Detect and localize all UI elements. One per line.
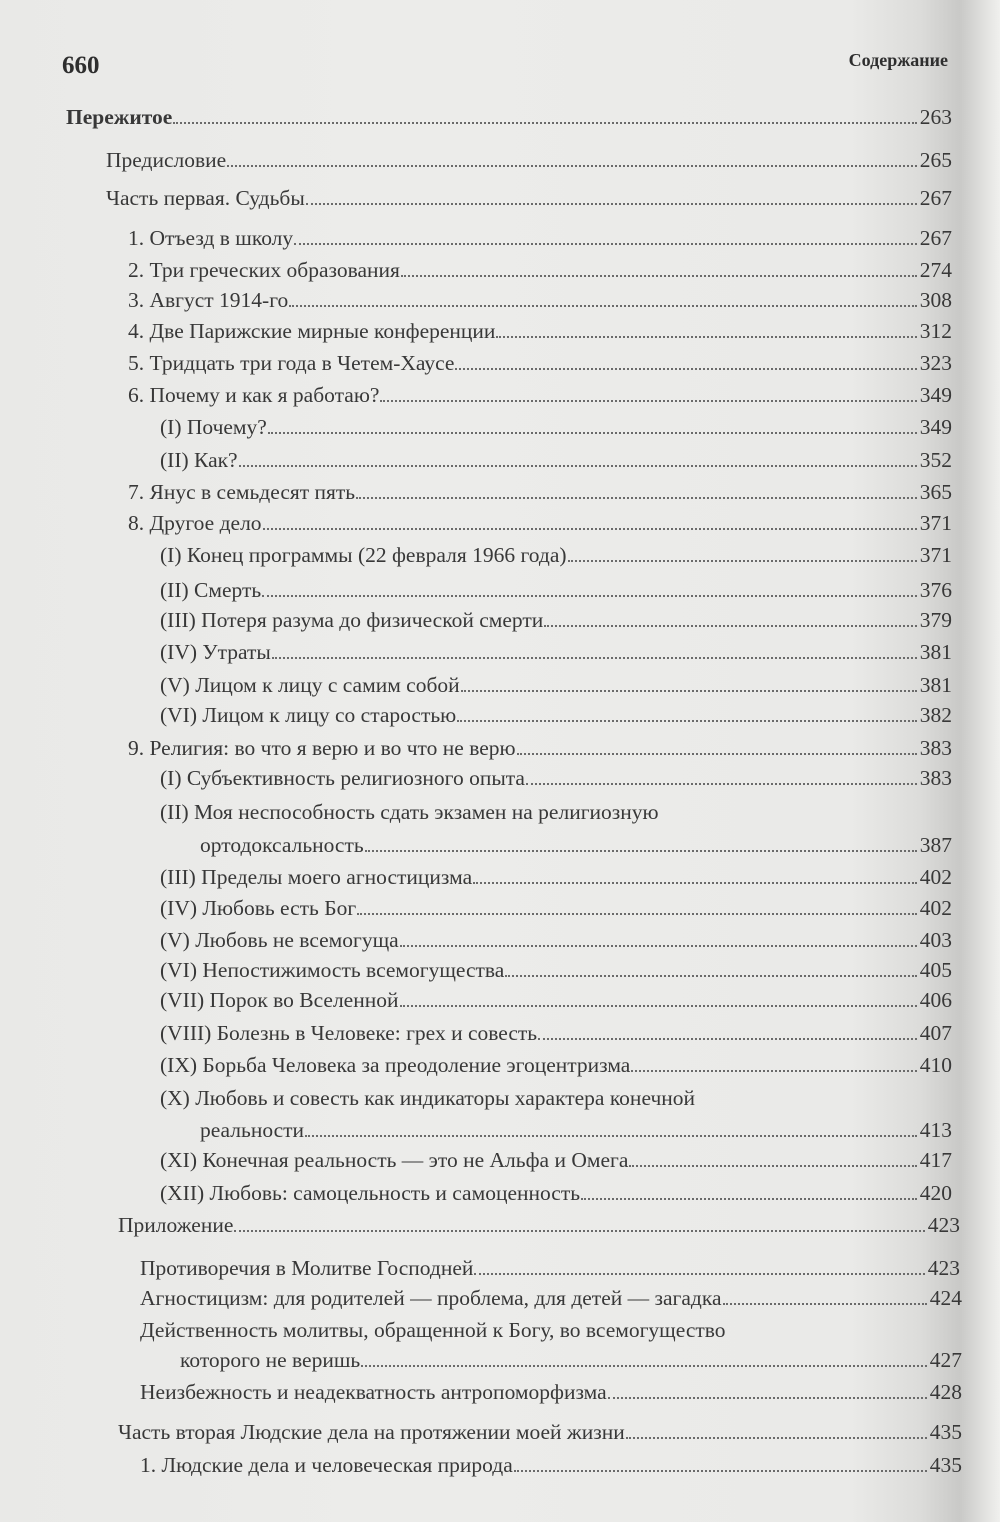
- toc-entry-page: 387: [919, 833, 952, 857]
- toc-entry-title: (II) Смерть: [160, 578, 262, 602]
- dot-leader: [306, 203, 917, 205]
- toc-entry-title: (IV) Утраты: [160, 640, 271, 664]
- toc-entry-title: (IX) Борьба Человека за преодоление эгоцентризма: [160, 1053, 631, 1077]
- toc-entry[interactable]: [128, 382, 952, 408]
- toc-entry-title: 4. Две Парижские мирные конференции: [128, 319, 496, 343]
- toc-entry-page: 274: [919, 258, 952, 282]
- dot-leader: [457, 720, 917, 722]
- toc-entry-page: 410: [919, 1053, 952, 1077]
- toc-entry[interactable]: [160, 987, 952, 1013]
- toc-entry[interactable]: [128, 287, 952, 313]
- toc-entry[interactable]: [160, 542, 952, 568]
- toc-entry-page: 407: [919, 1021, 952, 1045]
- toc-entry-title: Пережитое: [66, 105, 173, 129]
- toc-entry-page: 383: [919, 736, 952, 760]
- toc-entry[interactable]: [128, 257, 952, 283]
- dot-leader: [263, 528, 917, 530]
- toc-entry-page: 365: [919, 480, 952, 504]
- toc-entry-title: 2. Три греческих образования: [128, 258, 400, 282]
- toc-entry-title: (I) Конец программы (22 февраля 1966 года): [160, 543, 567, 567]
- toc-entry-title: (III) Потеря разума до физической смерти: [160, 608, 544, 632]
- toc-entry-page: 267: [919, 226, 952, 250]
- toc-entry-page: 413: [919, 1118, 952, 1142]
- toc-entry-page: 349: [919, 415, 952, 439]
- toc-entry-title: (I) Почему?: [160, 415, 267, 439]
- toc-entry[interactable]: [128, 510, 952, 536]
- toc-entry[interactable]: [160, 957, 952, 983]
- toc-entry-title: (XI) Конечная реальность — это не Альфа и Омега: [160, 1148, 629, 1172]
- dot-leader: [234, 1230, 925, 1232]
- dot-leader: [631, 1070, 917, 1072]
- toc-entry[interactable]: [160, 577, 952, 603]
- toc-entry-page: 423: [927, 1256, 960, 1280]
- toc-entry-page: 420: [919, 1181, 952, 1205]
- toc-entry-title-line1[interactable]: (X) Любовь и совесть как индикаторы характера конечной: [160, 1086, 696, 1110]
- toc-entry-page: 371: [919, 543, 952, 567]
- toc-entry[interactable]: [200, 1117, 952, 1143]
- toc-entry-page: 427: [929, 1348, 962, 1372]
- dot-leader: [365, 850, 917, 852]
- toc-entry-page: 349: [919, 383, 952, 407]
- toc-entry[interactable]: [160, 607, 952, 633]
- dot-leader: [173, 122, 917, 124]
- toc-entry[interactable]: [160, 765, 952, 791]
- toc-entry[interactable]: [160, 672, 952, 698]
- dot-leader: [400, 1005, 918, 1007]
- dot-leader: [568, 560, 917, 562]
- dot-leader: [461, 690, 917, 692]
- toc-entry-title: (XII) Любовь: самоцельность и самоценность: [160, 1181, 581, 1205]
- toc-entry[interactable]: [140, 1285, 962, 1311]
- toc-entry-page: 308: [919, 288, 952, 312]
- toc-entry-title: (II) Как?: [160, 448, 238, 472]
- dot-leader: [294, 243, 917, 245]
- toc-entry-page: 435: [929, 1420, 962, 1444]
- toc-entry-title: Агностицизм: для родителей — проблема, для детей — загадка: [140, 1286, 722, 1310]
- toc-entry[interactable]: [160, 1020, 952, 1046]
- toc-entry[interactable]: [160, 927, 952, 953]
- toc-entry[interactable]: [200, 832, 952, 858]
- dot-leader: [608, 1397, 927, 1399]
- toc-entry[interactable]: [128, 350, 952, 376]
- toc-entry[interactable]: [66, 104, 952, 130]
- toc-entry[interactable]: [160, 447, 952, 473]
- toc-entry-title: 5. Тридцать три года в Четем-Хаусе: [128, 351, 455, 375]
- toc-entry-page: 405: [919, 958, 952, 982]
- toc-entry-page: 428: [929, 1380, 962, 1404]
- dot-leader: [505, 975, 917, 977]
- toc-entry-title: (V) Лицом к лицу с самим собой: [160, 673, 460, 697]
- toc-entry[interactable]: [160, 702, 952, 728]
- toc-entry[interactable]: [118, 1419, 962, 1445]
- toc-entry-title: Неизбежность и неадекватность антропоморфизма: [140, 1380, 607, 1404]
- toc-entry-page: 423: [927, 1213, 960, 1237]
- toc-entry-page: 379: [919, 608, 952, 632]
- toc-entry-title: 1. Людские дела и человеческая природа: [140, 1453, 513, 1477]
- toc-entry-title: (VII) Порок во Вселенной: [160, 988, 399, 1012]
- toc-entry[interactable]: [140, 1255, 960, 1281]
- toc-entry[interactable]: [140, 1452, 962, 1478]
- toc-entry-title: 7. Янус в семьдесят пять: [128, 480, 356, 504]
- dot-leader: [357, 913, 917, 915]
- toc-entry[interactable]: [160, 414, 952, 440]
- dot-leader: [305, 1135, 917, 1137]
- dot-leader: [473, 882, 917, 884]
- toc-entry-title-continuation: которого не веришь: [180, 1348, 361, 1372]
- dot-leader: [629, 1165, 917, 1167]
- dot-leader: [401, 275, 917, 277]
- toc-entry-page: 265: [919, 148, 952, 172]
- toc-entry-title: Часть вторая Людские дела на протяжении моей жизни: [118, 1420, 625, 1444]
- toc-entry[interactable]: [128, 735, 952, 761]
- toc-entry[interactable]: [106, 147, 952, 173]
- toc-entry-page: 267: [919, 186, 952, 210]
- dot-leader: [517, 753, 917, 755]
- toc-entry[interactable]: [106, 185, 952, 211]
- toc-entry-title: (IV) Любовь есть Бог: [160, 896, 357, 920]
- dot-leader: [380, 400, 917, 402]
- toc-entry[interactable]: [160, 895, 952, 921]
- toc-entry-title: Предисловие: [106, 148, 227, 172]
- toc-entry-title: 9. Религия: во что я верю и во что не верю: [128, 736, 516, 760]
- toc-entry-page: 406: [919, 988, 952, 1012]
- dot-leader: [227, 165, 917, 167]
- page-number: 660: [62, 52, 100, 79]
- toc-entry-title: (V) Любовь не всемогуща: [160, 928, 399, 952]
- toc-entry-page: 381: [919, 673, 952, 697]
- dot-leader: [361, 1365, 927, 1367]
- toc-entry[interactable]: [160, 639, 952, 665]
- toc-entry-page: 402: [919, 896, 952, 920]
- toc-entry-page: 312: [919, 319, 952, 343]
- toc-entry[interactable]: [160, 864, 952, 890]
- dot-leader: [514, 1470, 927, 1472]
- toc-entry[interactable]: [160, 1052, 952, 1078]
- toc-entry-page: 376: [919, 578, 952, 602]
- dot-leader: [581, 1198, 917, 1200]
- dot-leader: [262, 595, 917, 597]
- dot-leader: [526, 783, 917, 785]
- toc-entry-page: 381: [919, 640, 952, 664]
- dot-leader: [626, 1437, 927, 1439]
- toc-entry-title-continuation: реальности: [200, 1118, 305, 1142]
- toc-entry-page: 371: [919, 511, 952, 535]
- toc-entry-title: 6. Почему и как я работаю?: [128, 383, 380, 407]
- toc-entry-title: (VIII) Болезнь в Человеке: грех и совесть: [160, 1021, 538, 1045]
- toc-entry-page: 383: [919, 766, 952, 790]
- toc-entry-title: (VI) Лицом к лицу со старостью: [160, 703, 457, 727]
- toc-entry-page: 403: [919, 928, 952, 952]
- toc-entry-page: 435: [929, 1453, 962, 1477]
- toc-entry-title: Противоречия в Молитве Господней: [140, 1256, 474, 1280]
- toc-entry-page: 402: [919, 865, 952, 889]
- toc-entry-title: 3. Август 1914-го: [128, 288, 289, 312]
- dot-leader: [272, 657, 917, 659]
- toc-entry[interactable]: [128, 225, 952, 251]
- toc-entry-title-line1[interactable]: (II) Моя неспособность сдать экзамен на религиозную: [160, 800, 659, 824]
- toc-entry-title: Часть первая. Судьбы: [106, 186, 305, 210]
- dot-leader: [723, 1303, 928, 1305]
- toc-entry[interactable]: [160, 1180, 952, 1206]
- toc-entry-title: 1. Отъезд в школу: [128, 226, 294, 250]
- toc-entry-page: 352: [919, 448, 952, 472]
- toc-entry-page: 323: [919, 351, 952, 375]
- toc-entry-title: (III) Пределы моего агностицизма: [160, 865, 473, 889]
- toc-entry-title-line1[interactable]: Действенность молитвы, обращенной к Богу, во всемогущество: [140, 1318, 726, 1342]
- dot-leader: [496, 336, 917, 338]
- toc-entry[interactable]: [128, 479, 952, 505]
- running-head: Содержание: [848, 50, 948, 70]
- dot-leader: [239, 465, 917, 467]
- toc-entry-page: 263: [919, 105, 952, 129]
- toc-entry-title: Приложение: [118, 1213, 234, 1237]
- dot-leader: [544, 625, 917, 627]
- dot-leader: [400, 945, 917, 947]
- toc-entry-page: 417: [919, 1148, 952, 1172]
- dot-leader: [268, 432, 917, 434]
- toc-entry-title: 8. Другое дело: [128, 511, 262, 535]
- toc-entry-title: (I) Субъективность религиозного опыта: [160, 766, 525, 790]
- toc-entry[interactable]: [160, 1147, 952, 1173]
- toc-entry[interactable]: [180, 1347, 962, 1373]
- toc-entry-title: (VI) Непостижимость всемогущества: [160, 958, 505, 982]
- dot-leader: [538, 1038, 917, 1040]
- toc-entry[interactable]: [140, 1379, 962, 1405]
- toc-entry-title-continuation: ортодоксальность: [200, 833, 364, 857]
- dot-leader: [289, 305, 917, 307]
- dot-leader: [474, 1273, 925, 1275]
- toc-entry-page: 382: [919, 703, 952, 727]
- toc-entry-page: 424: [929, 1286, 962, 1310]
- dot-leader: [455, 368, 917, 370]
- toc-entry[interactable]: [118, 1212, 960, 1238]
- dot-leader: [356, 497, 917, 499]
- toc-entry[interactable]: [128, 318, 952, 344]
